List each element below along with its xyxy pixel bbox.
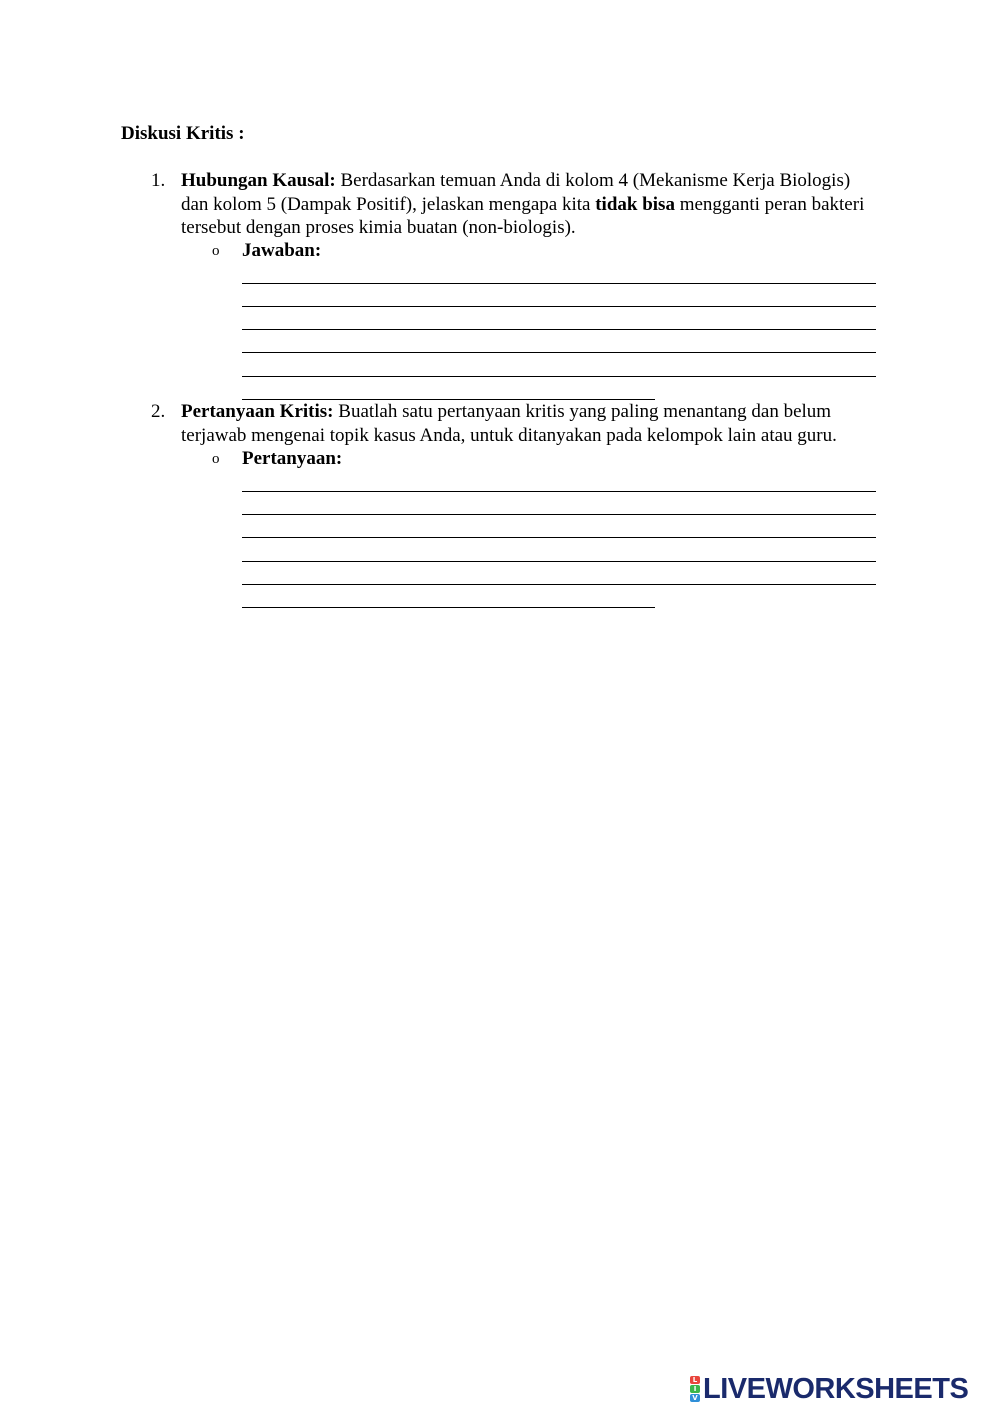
answer-1-label: Jawaban: bbox=[242, 240, 322, 261]
answer-1-line[interactable] bbox=[242, 329, 876, 330]
liveworksheets-wordmark: LIVEWORKSHEETS bbox=[703, 1373, 969, 1405]
section-heading: Diskusi Kritis : bbox=[121, 123, 245, 144]
answer-1-line[interactable] bbox=[242, 376, 876, 377]
liveworksheets-mark-icon bbox=[690, 1376, 700, 1402]
answer-1-line[interactable] bbox=[242, 283, 876, 284]
question-2-body: Buatlah satu pertanyaan kritis yang paling menantang dan belum terjawab mengenai topik kasus Anda, untuk ditanyakan pada kelompok lain atau guru. bbox=[181, 401, 837, 446]
question-1-body-a: Berdasarkan temuan Anda di kolom 4 (Mekanisme Kerja Biologis) dan kolom 5 (Dampak Positif), jelaskan mengapa kita bbox=[181, 170, 851, 215]
liveworksheets-logo bbox=[690, 1374, 968, 1404]
question-1-text bbox=[181, 169, 881, 240]
mark-letter: I bbox=[690, 1385, 700, 1393]
answer-1-line[interactable] bbox=[242, 306, 876, 307]
question-1-emphasis: tidak bisa bbox=[595, 193, 675, 215]
mark-letter: L bbox=[690, 1376, 700, 1384]
answer-2-bullet: o bbox=[212, 451, 220, 467]
answer-2-line[interactable] bbox=[242, 607, 655, 608]
answer-1-bullet: o bbox=[212, 243, 220, 259]
question-1-body-b: mengganti peran bakteri tersebut dengan proses kimia buatan (non-biologis). bbox=[181, 193, 865, 238]
question-1-number: 1. bbox=[151, 170, 166, 191]
question-2-number: 2. bbox=[151, 401, 166, 422]
answer-2-line[interactable] bbox=[242, 537, 876, 538]
question-1-label: Hubungan Kausal: bbox=[181, 170, 336, 191]
answer-1-line[interactable] bbox=[242, 352, 876, 353]
answer-2-line[interactable] bbox=[242, 561, 876, 562]
mark-letter: V bbox=[690, 1394, 700, 1402]
answer-2-line[interactable] bbox=[242, 514, 876, 515]
answer-2-label: Pertanyaan: bbox=[242, 448, 343, 469]
answer-2-line[interactable] bbox=[242, 584, 876, 585]
question-2-text bbox=[181, 400, 881, 447]
question-2-label: Pertanyaan Kritis: bbox=[181, 401, 334, 422]
answer-2-line[interactable] bbox=[242, 491, 876, 492]
